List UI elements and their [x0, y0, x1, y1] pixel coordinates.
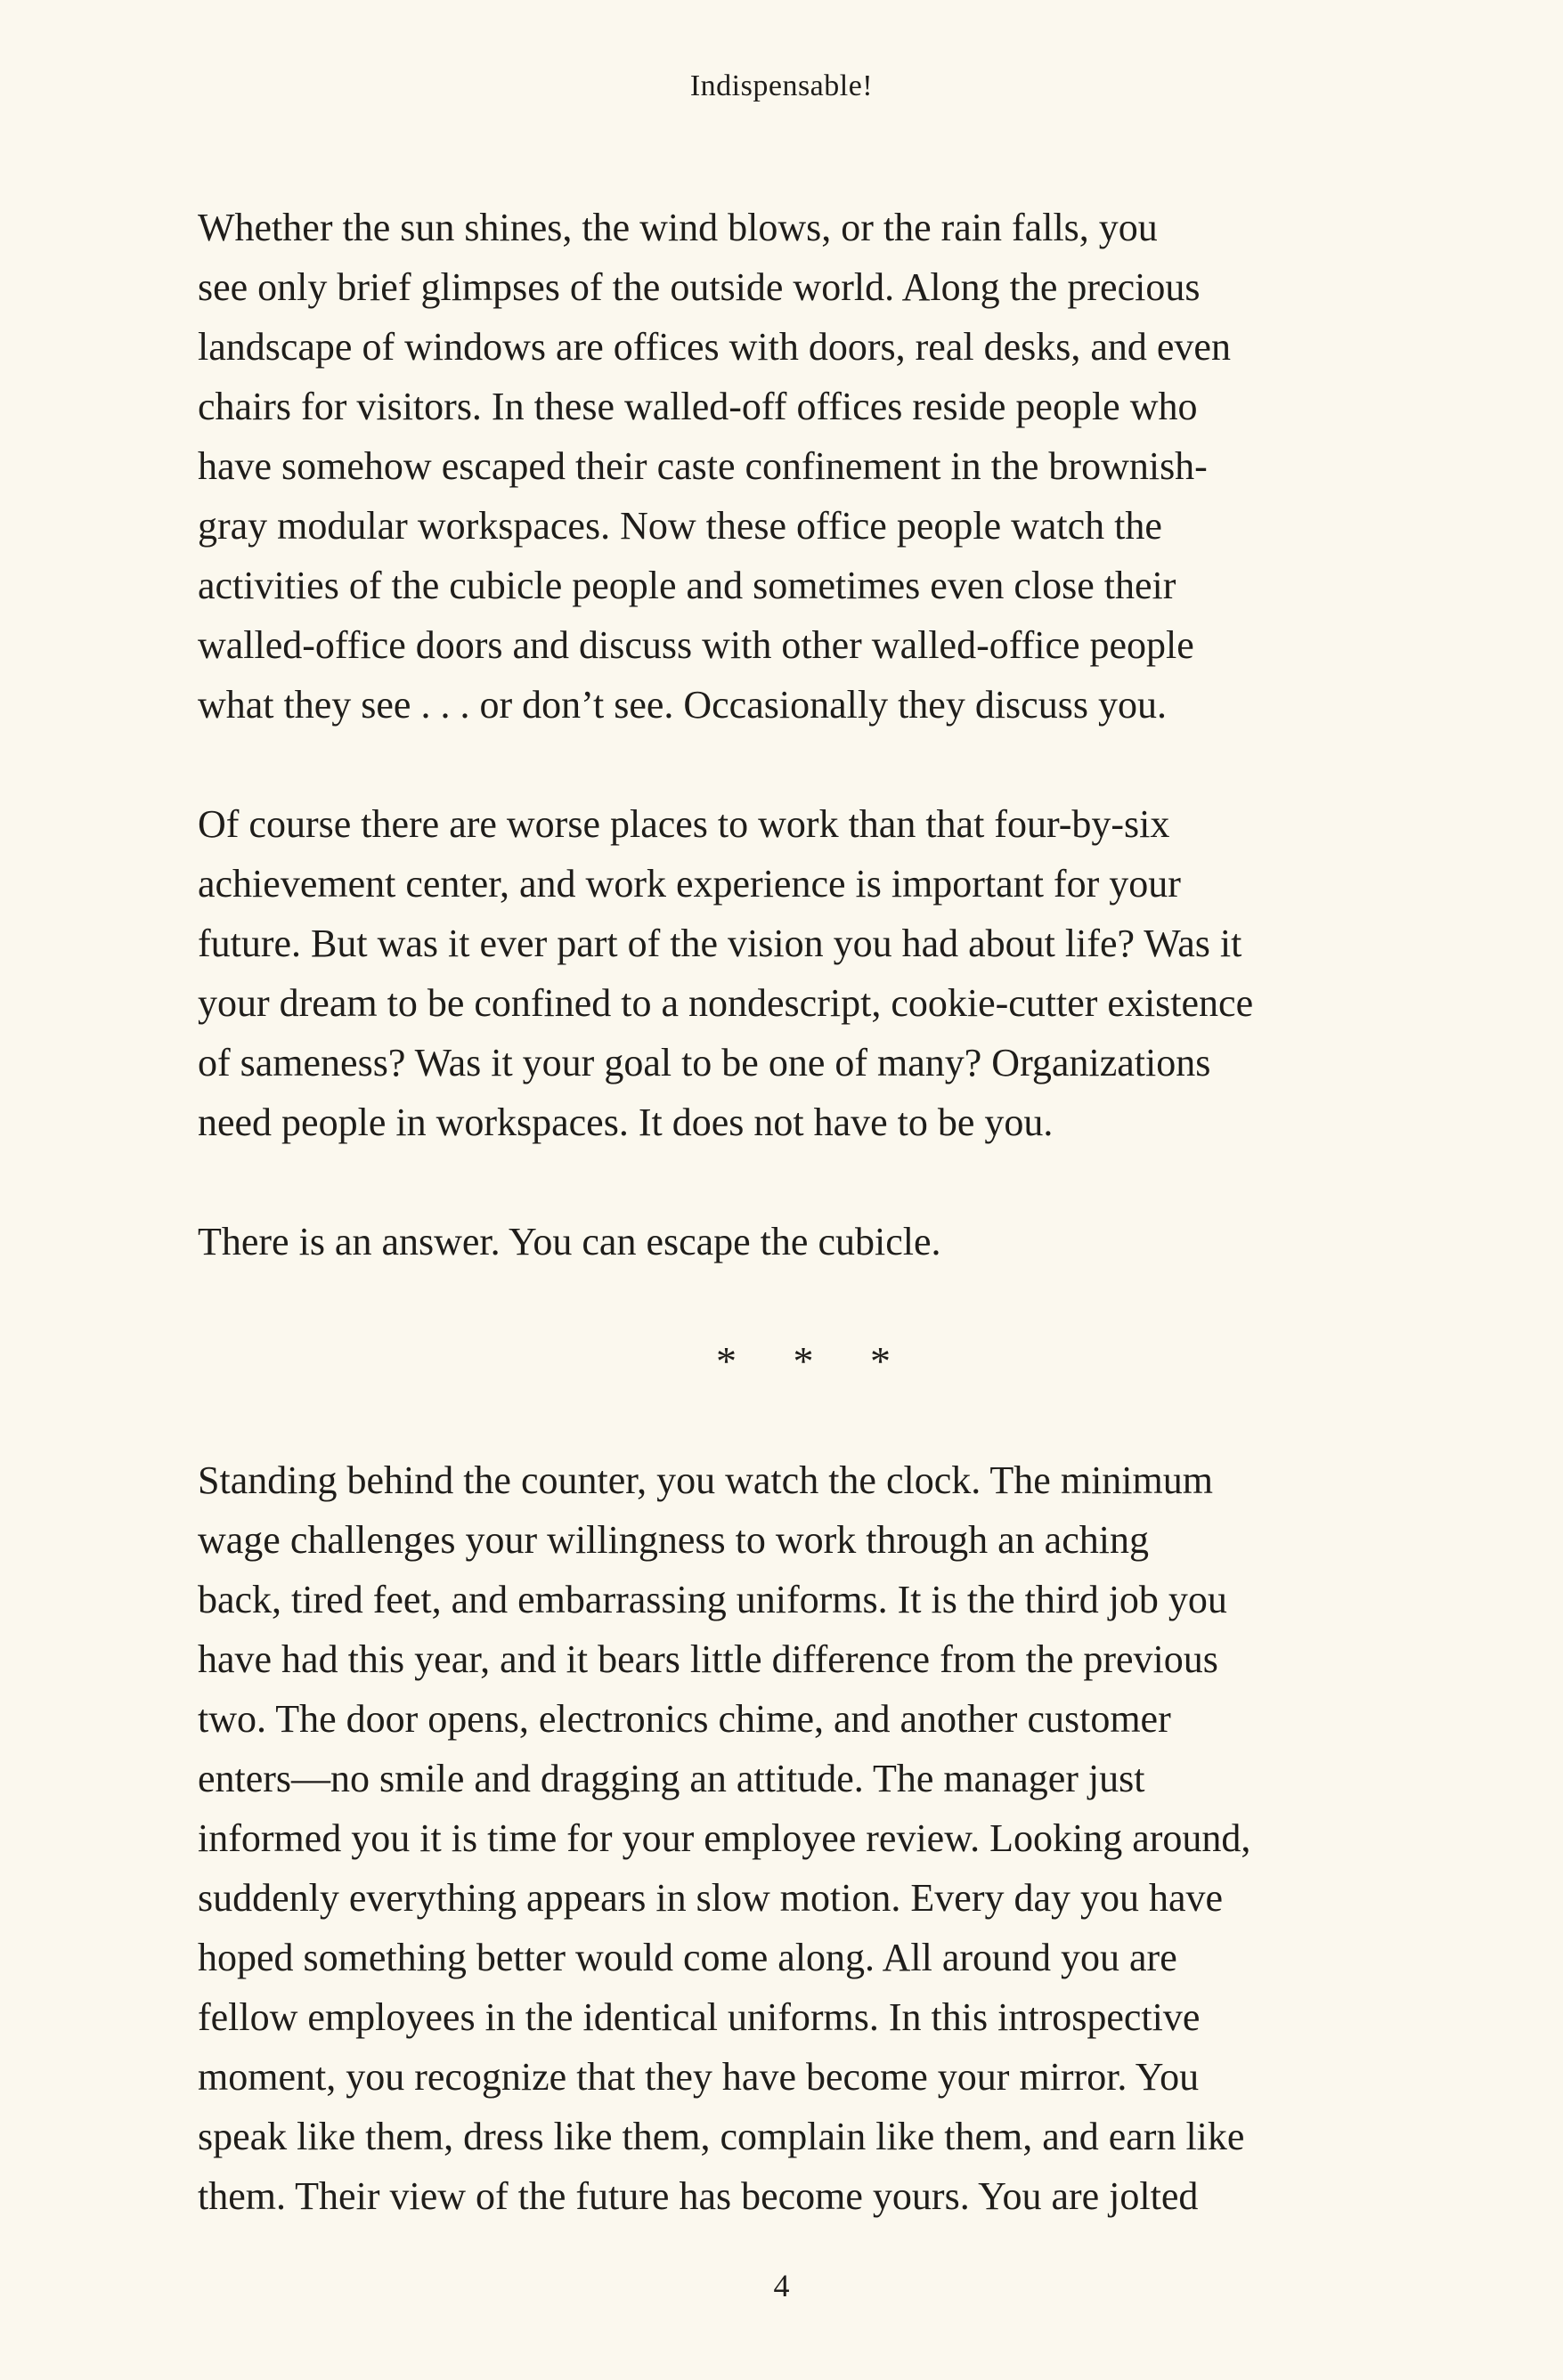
- text-line: Of course there are worse places to work than that four-by-six: [198, 802, 1170, 846]
- text-line: There is an answer. You can escape the cubicle.: [198, 1220, 941, 1263]
- text-line: walled-office doors and discuss with other walled-office people: [198, 623, 1194, 667]
- text-line: what they see . . . or don’t see. Occasionally they discuss you.: [198, 683, 1167, 727]
- text-line: fellow employees in the identical uniforms. In this introspective: [198, 1995, 1201, 2039]
- body-text: [198, 198, 1409, 2226]
- text-line: chairs for visitors. In these walled-off offices reside people who: [198, 385, 1198, 428]
- paragraph: [198, 198, 1409, 735]
- text-line: hoped something better would come along. All around you are: [198, 1936, 1177, 1979]
- text-line: speak like them, dress like them, complain like them, and earn like: [198, 2115, 1245, 2158]
- text-line: see only brief glimpses of the outside world. Along the precious: [198, 265, 1201, 309]
- paragraph: [198, 1450, 1409, 2226]
- text-line: gray modular workspaces. Now these office people watch the: [198, 504, 1162, 548]
- text-line: landscape of windows are offices with doors, real desks, and even: [198, 325, 1231, 369]
- paragraph: [198, 1212, 1409, 1271]
- text-line: of sameness? Was it your goal to be one of many? Organizations: [198, 1041, 1211, 1084]
- paragraph: [198, 794, 1409, 1152]
- text-line: enters—no smile and dragging an attitude. The manager just: [198, 1757, 1145, 1800]
- text-line: have somehow escaped their caste confinement in the brownish-: [198, 444, 1208, 488]
- text-line: two. The door opens, electronics chime, and another customer: [198, 1697, 1171, 1741]
- section-break: [198, 1331, 1409, 1450]
- paragraph-gap: [198, 1152, 1409, 1212]
- page-number: 4: [773, 2268, 790, 2303]
- text-line: activities of the cubicle people and sometimes even close their: [198, 564, 1176, 607]
- asterisk: *: [793, 1338, 814, 1384]
- asterisk: *: [870, 1338, 891, 1384]
- text-line: suddenly everything appears in slow motion. Every day you have: [198, 1876, 1224, 1920]
- text-line: need people in workspaces. It does not have to be you.: [198, 1101, 1054, 1144]
- text-line: have had this year, and it bears little difference from the previous: [198, 1637, 1218, 1681]
- asterisk: *: [716, 1338, 737, 1384]
- text-line: future. But was it ever part of the vision you had about life? Was it: [198, 922, 1242, 965]
- text-line: back, tired feet, and embarrassing uniforms. It is the third job you: [198, 1578, 1227, 1621]
- text-line: them. Their view of the future has become yours. You are jolted: [198, 2174, 1199, 2218]
- text-line: your dream to be confined to a nondescript, cookie-cutter existence: [198, 981, 1254, 1025]
- text-line: Standing behind the counter, you watch the clock. The minimum: [198, 1458, 1213, 1502]
- paragraph-gap: [198, 1271, 1409, 1331]
- paragraph-gap: [198, 735, 1409, 794]
- text-line: informed you it is time for your employee review. Looking around,: [198, 1816, 1251, 1860]
- text-line: wage challenges your willingness to work through an aching: [198, 1518, 1149, 1562]
- text-line: moment, you recognize that they have become your mirror. You: [198, 2055, 1200, 2099]
- running-head: Indispensable!: [689, 69, 874, 102]
- text-line: achievement center, and work experience is important for your: [198, 862, 1181, 906]
- text-line: Whether the sun shines, the wind blows, or the rain falls, you: [198, 206, 1158, 249]
